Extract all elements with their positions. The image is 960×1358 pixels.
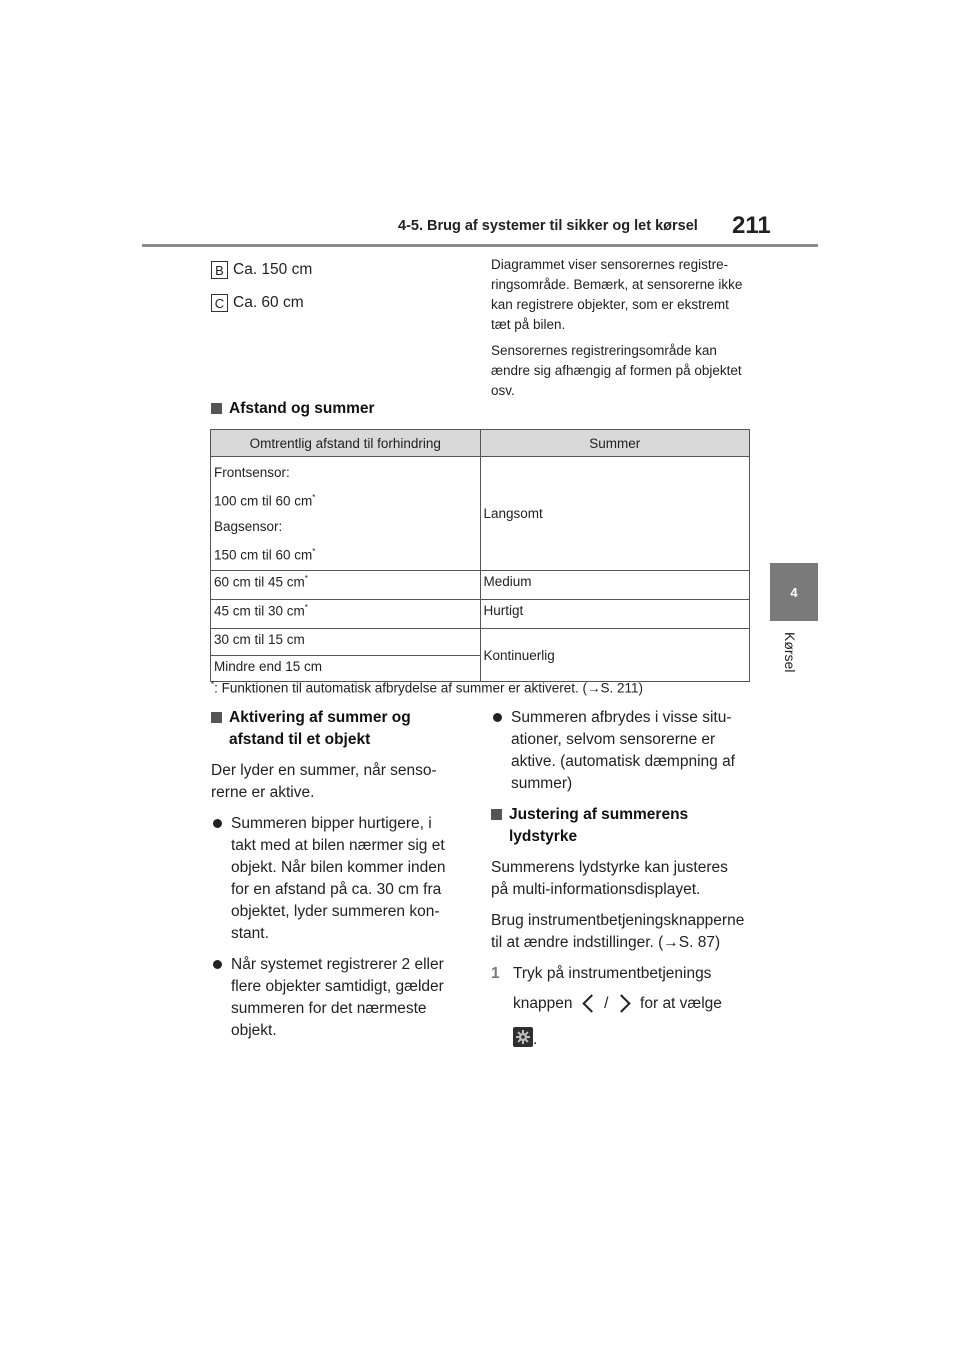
chapter-label: Kørsel: [782, 632, 798, 673]
section-title: 4-5. Brug af systemer til sikker og let kørsel: [398, 218, 698, 234]
bullet-icon: [213, 819, 222, 828]
table-header-cell: Summer: [480, 430, 750, 457]
chapter-tab: 4: [770, 563, 818, 621]
section-heading: [211, 707, 456, 751]
table-cell: 30 cm til 15 cm: [211, 629, 481, 656]
table-row: [211, 629, 750, 656]
list-item: Summeren bipper hurtigere, i takt med at bilen nærmer sig et objekt. Når bilen kommer inden for en afstand på ca. 30 cm fra objektet, lyder summeren konstant.: [211, 813, 456, 945]
front-sensor-label: Frontsensor:: [214, 465, 290, 480]
front-sensor-value: 100 cm til 60 cm*: [214, 493, 316, 509]
heading-square-icon: [211, 403, 222, 414]
rear-sensor-label: Bagsensor:: [214, 518, 283, 534]
section-heading: [491, 804, 749, 848]
legend-text: Ca. 60 cm: [233, 294, 304, 311]
header-divider: [142, 244, 818, 247]
diagram-note: [491, 255, 751, 407]
gear-icon: [513, 1027, 533, 1047]
legend-item-c: [211, 294, 304, 312]
distance-summer-table: [210, 429, 750, 682]
heading-square-icon: [491, 809, 502, 820]
bullet-icon: [213, 960, 222, 969]
left-column: [211, 707, 456, 1051]
table-cell: 60 cm til 45 cm*: [211, 571, 481, 600]
step-text-line: knappen / for at vælge: [513, 995, 722, 1012]
table-footnote: *: Funktionen til automatisk afbrydelse af summer er aktiveret. (→S. 211): [211, 680, 644, 696]
bullet-icon: [493, 713, 502, 722]
note-paragraph: Sensorernes registreringsområde kan ændre sig afhængig af formen på objektet osv.: [491, 343, 742, 398]
table-cell: Langsomt: [480, 457, 750, 571]
rear-sensor-value: 150 cm til 60 cm*: [214, 546, 316, 562]
right-column: [491, 707, 749, 1051]
table-row: [211, 457, 750, 571]
step-number: 1: [491, 965, 500, 982]
body-paragraph: Summerens lydstyrke kan justeres på multi-informationsdisplayet.: [491, 859, 728, 898]
step-text-line: .: [513, 1027, 722, 1051]
table-cell: Mindre end 15 cm: [211, 656, 481, 682]
chevron-right-icon: [612, 995, 630, 1013]
chevron-left-icon: [582, 995, 600, 1013]
heading-square-icon: [211, 712, 222, 723]
heading-text: Afstand og summer: [229, 400, 375, 417]
legend-item-b: [211, 261, 312, 279]
list-item: Summeren afbrydes i visse situationer, selvom sensorerne er aktive. (automatisk dæmpning af summer): [491, 707, 749, 795]
section-heading: [211, 398, 375, 420]
body-paragraph: Brug instrumentbetjeningsknapperne til at ændre indstillinger. (→S. 87): [491, 912, 745, 951]
table-cell: 45 cm til 30 cm*: [211, 600, 481, 629]
step-item: [491, 963, 749, 1051]
heading-text: Justering af summerens lydstyrke: [509, 806, 689, 845]
table-cell: Hurtigt: [480, 600, 750, 629]
legend-text: Ca. 150 cm: [233, 261, 313, 278]
legend-letter: B: [211, 261, 228, 279]
table-cell: [211, 457, 481, 571]
table-header-row: [211, 430, 750, 457]
heading-text: Aktivering af summer og afstand til et objekt: [229, 709, 411, 748]
body-paragraph: Der lyder en summer, når sensorerne er aktive.: [211, 762, 437, 801]
table-cell: Medium: [480, 571, 750, 600]
list-item: Når systemet registrerer 2 eller flere objekter samtidigt, gælder summeren for det nærmeste objekt.: [211, 954, 456, 1042]
table-row: [211, 600, 750, 629]
table-row: [211, 571, 750, 600]
table-cell: Kontinuerlig: [480, 629, 750, 682]
legend-letter: C: [211, 294, 228, 312]
page-number: 211: [732, 212, 771, 239]
step-text: Tryk på instrumentbetjenings: [513, 965, 712, 982]
table-header-cell: Omtrentlig afstand til forhindring: [211, 430, 481, 457]
note-paragraph: Diagrammet viser sensorernes registreringsområde. Bemærk, at sensorerne ikke kan registrere objekter, som er ekstremt tæt på bilen.: [491, 257, 743, 332]
